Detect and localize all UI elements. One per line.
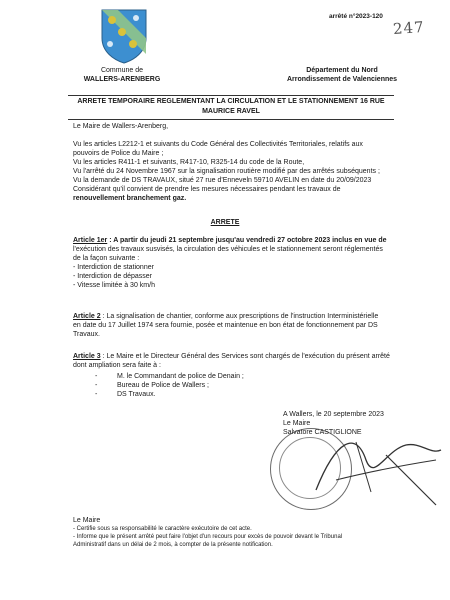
signature-role: Le Maire bbox=[283, 420, 311, 427]
department-header bbox=[262, 66, 422, 84]
article-3-label: Article 3 bbox=[73, 353, 101, 360]
article-1-item: - Vitesse limitée à 30 km/h bbox=[73, 282, 155, 289]
arrondissement-name: Arrondissement de Valenciennes bbox=[286, 76, 398, 83]
article-1 bbox=[73, 236, 416, 290]
handwritten-number: 247 bbox=[392, 17, 426, 39]
article-1-lead: : A partir du jeudi 21 septembre jusqu'au vendredi 27 octobre 2023 inclus en vue de bbox=[107, 237, 387, 244]
consideration-line: renouvellement branchement gaz. bbox=[73, 195, 187, 202]
signature-place-date: A Wallers, le 20 septembre 2023 bbox=[283, 411, 384, 418]
article-2 bbox=[73, 312, 416, 339]
article-2-line-1: : La signalisation de chantier, conforme aux prescriptions de l'instruction Interministérielle bbox=[100, 313, 379, 320]
article-1-item: - Interdiction de dépasser bbox=[73, 273, 152, 280]
article-3-line-1: : Le Maire et le Directeur Général des Services sont chargés de l'exécution du présent arrêté bbox=[100, 353, 390, 360]
consideration-line: Vu la demande de DS TRAVAUX, situé 27 rue d'Enneveln 59710 AVELIN en date du 20/09/2023 bbox=[73, 177, 372, 184]
article-1-item: - Interdiction de stationner bbox=[73, 264, 154, 271]
signature-name: Salvatore CASTIGLIONE bbox=[283, 429, 362, 436]
footer-line: Administratif dans un délai de 2 mois, à compter de la présente notification. bbox=[73, 542, 273, 548]
consideration-line: Vu l'arrêté du 24 Novembre 1967 sur la signalisation routière modifié par des arrêtés subséquents ; bbox=[73, 168, 380, 175]
arrete-heading: ARRETE bbox=[210, 219, 240, 226]
article-2-line-3: Travaux. bbox=[73, 331, 100, 338]
title-line-1: ARRETE TEMPORAIRE REGLEMENTANT LA CIRCULATION ET LE STATIONNEMENT 16 RUE bbox=[77, 98, 385, 105]
footer-line: - Informe que le présent arrêté peut faire l'objet d'un recours pour excès de pouvoir devant le Tribunal bbox=[73, 534, 343, 540]
footer-line: - Certifie sous sa responsabilité le caractère exécutoire de cet acte. bbox=[73, 526, 252, 532]
decree-reference: arrêté n°2023-120 bbox=[329, 13, 383, 20]
title-line-2: MAURICE RAVEL bbox=[202, 108, 260, 115]
article-3 bbox=[73, 352, 416, 370]
footer-notes bbox=[73, 516, 418, 549]
commune-crest bbox=[100, 8, 148, 64]
commune-label: Commune de bbox=[100, 67, 144, 74]
department-name: Département du Nord bbox=[306, 67, 378, 74]
intro-line: Le Maire de Wallers-Arenberg, bbox=[73, 123, 169, 130]
consideration-line: Considérant qu'il convient de prendre les mesures nécessaires pendant les travaux de bbox=[73, 186, 341, 193]
signature-block bbox=[283, 410, 384, 437]
recipient-item: - M. le Commandant de police de Denain ; bbox=[95, 372, 244, 381]
recipients-list bbox=[95, 372, 244, 399]
decree-title bbox=[68, 95, 394, 120]
consideration-line: Vu les articles L2212-1 et suivants du Code Général des Collectivités Territoriales, relatifs aux bbox=[73, 141, 363, 148]
footer-role: Le Maire bbox=[73, 517, 101, 524]
article-1-label: Article 1er bbox=[73, 237, 108, 244]
article-3-line-2: dont ampliation sera faite à : bbox=[73, 362, 161, 369]
recipient-item: - Bureau de Police de Wallers ; bbox=[95, 381, 244, 390]
considerations-block bbox=[73, 140, 416, 203]
article-2-label: Article 2 bbox=[73, 313, 101, 320]
consideration-line: Vu les articles R411-1 et suivants, R417-10, R325-14 du code de la Route, bbox=[73, 159, 305, 166]
article-1-line-2: l'exécution des travaux susvisés, la circulation des véhicules et le stationnement seront réglementés bbox=[73, 246, 383, 253]
commune-name: WALLERS-ARENBERG bbox=[83, 76, 161, 83]
article-1-line-3: de la façon suivante : bbox=[73, 255, 140, 262]
recipient-item: - DS Travaux. bbox=[95, 390, 244, 399]
commune-header bbox=[62, 66, 182, 84]
consideration-line: pouvoirs de Police du Maire ; bbox=[73, 150, 164, 157]
article-2-line-2: en date du 17 Juillet 1974 sera fournie, posée et maintenue en bon état de fonctionnement par DS bbox=[73, 322, 378, 329]
